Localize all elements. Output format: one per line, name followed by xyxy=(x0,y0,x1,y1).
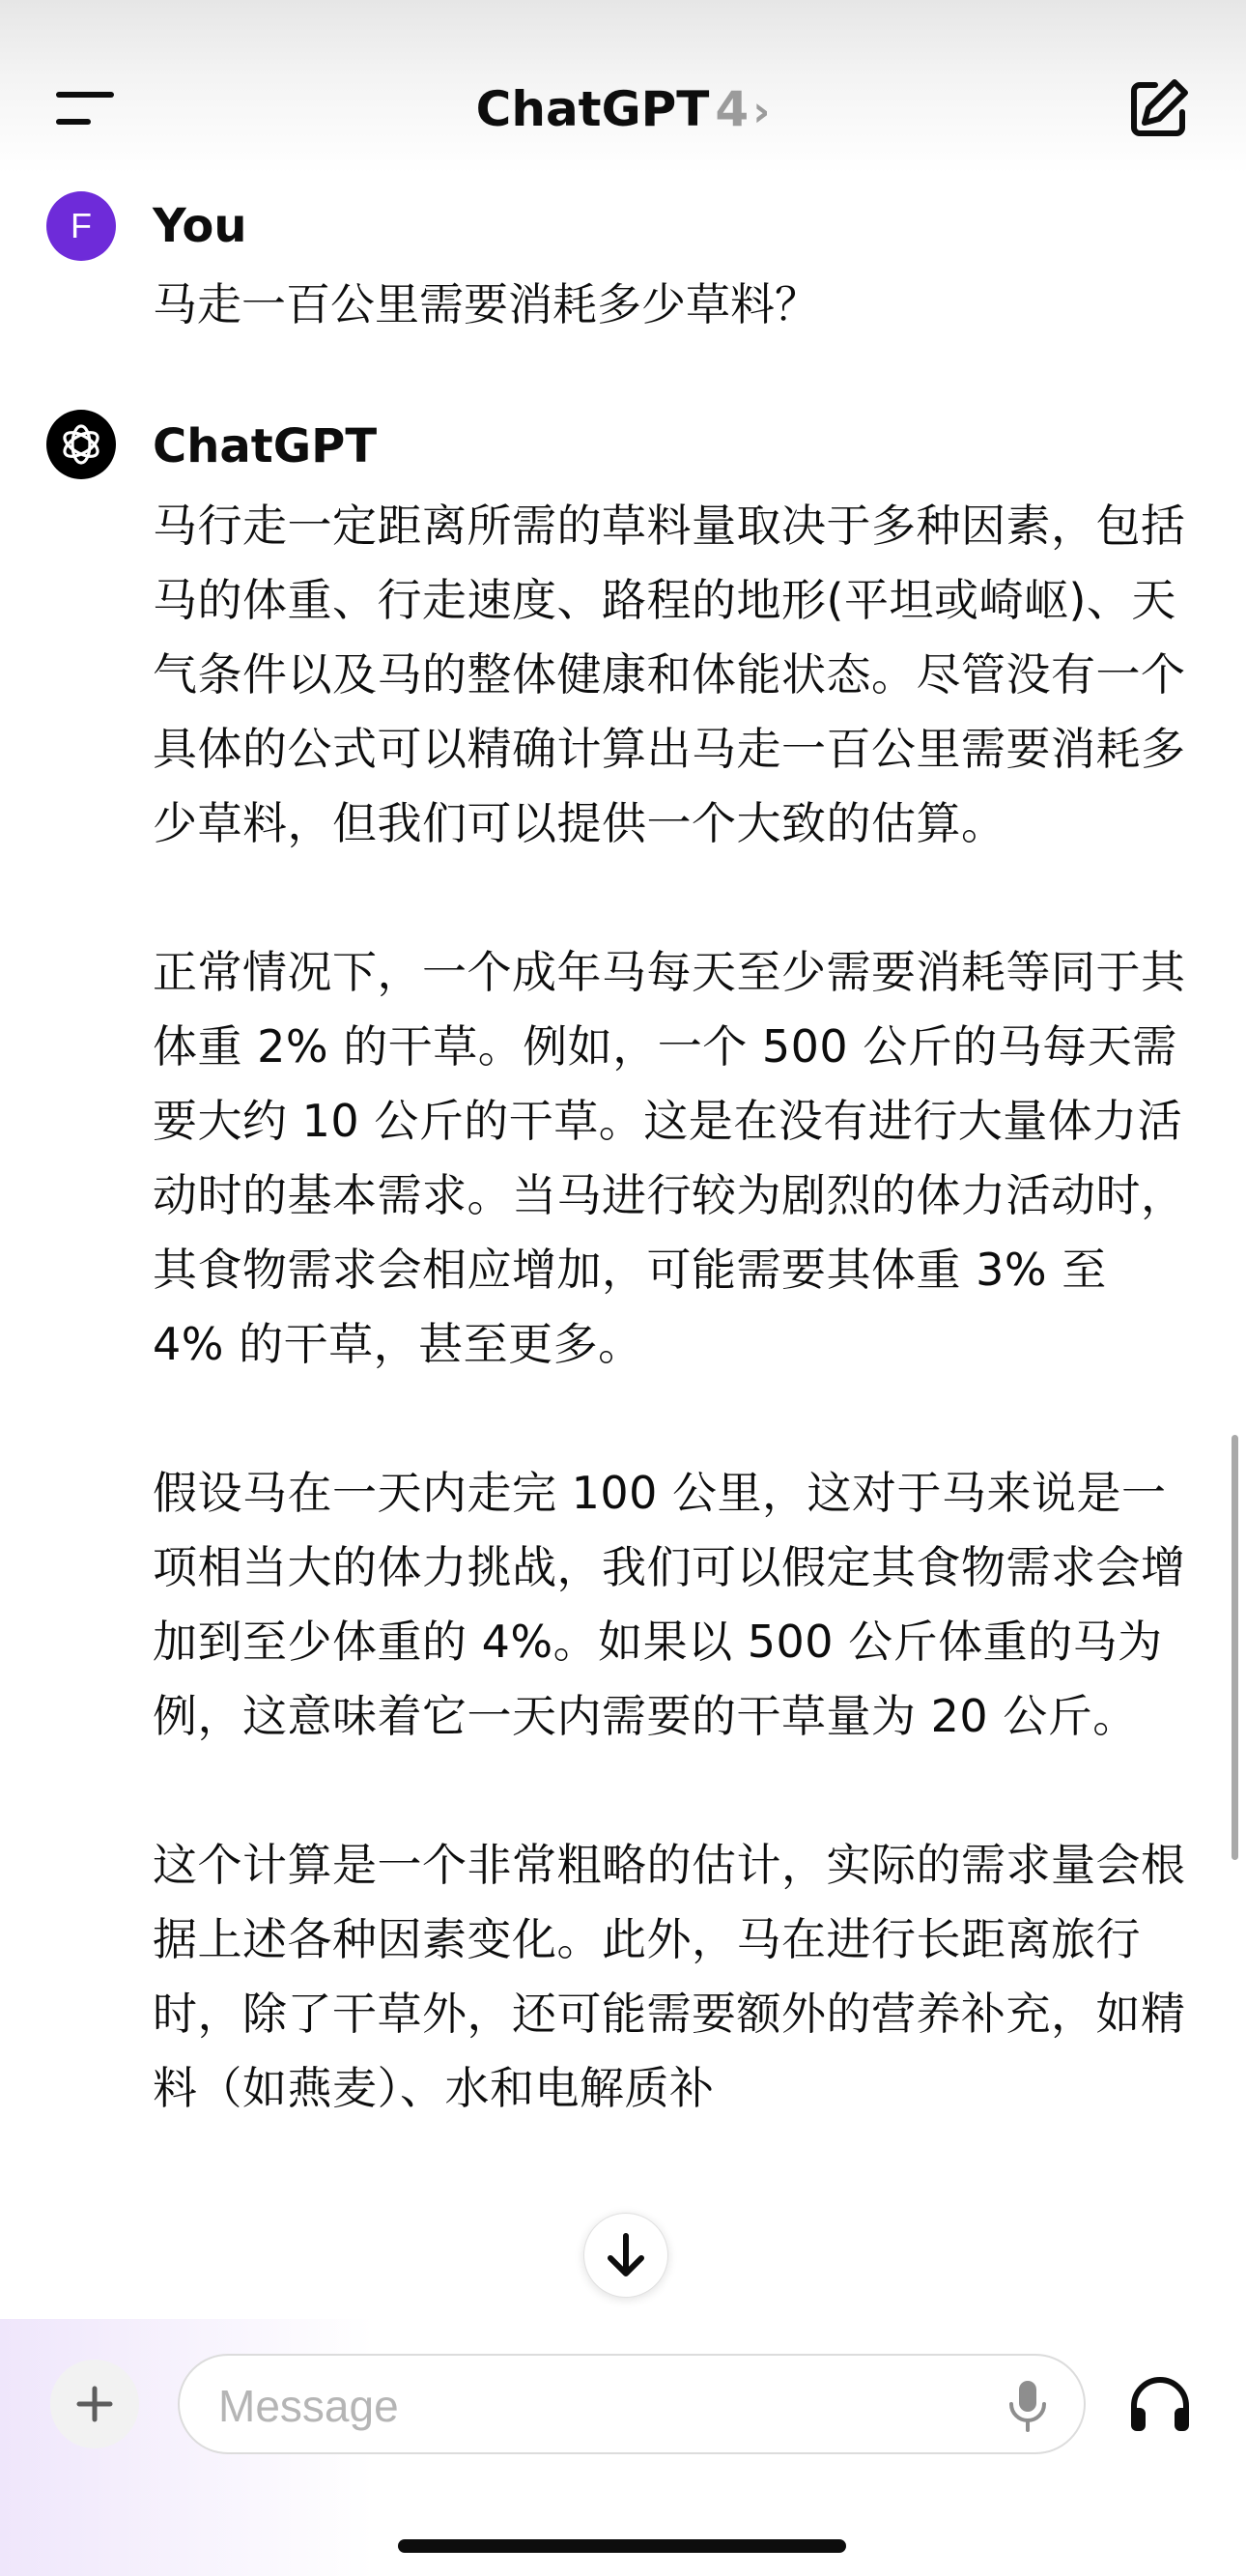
top-bar xyxy=(0,0,1246,174)
plus-icon xyxy=(75,2385,114,2423)
app-title: ChatGPT xyxy=(475,81,710,137)
reply-paragraph: 正常情况下，一个成年马每天至少需要消耗等同于其体重 2% 的干草。例如，一个 500 公斤的马每天需要大约 10 公斤的干草。这是在没有进行大量体力活动时的基本需求。当马进行较为剧烈的体力活动时，其食物需求会相应增加，可能需要其体重 3% 至 4% 的干草，甚至更多。 xyxy=(153,946,1186,1370)
user-avatar: F xyxy=(46,191,116,261)
message-input[interactable] xyxy=(218,2373,972,2439)
scroll-down-button[interactable] xyxy=(583,2213,668,2298)
assistant-name: ChatGPT xyxy=(153,419,378,473)
model-selector[interactable] xyxy=(0,75,1246,146)
arrow-down-icon xyxy=(605,2232,647,2278)
new-chat-pencil-icon[interactable] xyxy=(1126,75,1192,141)
reply-paragraph: 这个计算是一个非常粗略的估计，实际的需求量会根据上述各种因素变化。此外，马在进行长距离旅行时，除了干草外，还可能需要额外的营养补充，如精料（如燕麦）、水和电解质补 xyxy=(153,1839,1186,2114)
user-name: You xyxy=(153,199,247,253)
assistant-message xyxy=(153,489,1186,2200)
user-message: 马走一百公里需要消耗多少草料？ xyxy=(153,278,819,330)
attach-button[interactable] xyxy=(50,2360,139,2448)
microphone-icon[interactable] xyxy=(1005,2379,1051,2433)
home-indicator xyxy=(398,2539,846,2553)
model-version: 4 xyxy=(715,81,750,137)
headphones-icon[interactable] xyxy=(1128,2375,1192,2433)
openai-logo-icon xyxy=(46,410,116,479)
reply-paragraph: 马行走一定距离所需的草料量取决于多种因素，包括马的体重、行走速度、路程的地形(平坦或崎岖)、天气条件以及马的整体健康和体能状态。尽管没有一个具体的公式可以精确计算出马走一百公里需要消耗多少草料，但我们可以提供一个大致的估算。 xyxy=(153,500,1186,849)
chevron-right-icon: › xyxy=(752,87,771,136)
message-box[interactable] xyxy=(178,2354,1086,2454)
reply-paragraph: 假设马在一天内走完 100 公里，这对于马来说是一项相当大的体力挑战，我们可以假定其食物需求会增加到至少体重的 4%。如果以 500 公斤体重的马为例，这意味着它一天内需要的干草量为 20 公斤。 xyxy=(153,1467,1186,1742)
scrollbar[interactable] xyxy=(1232,1435,1238,1860)
